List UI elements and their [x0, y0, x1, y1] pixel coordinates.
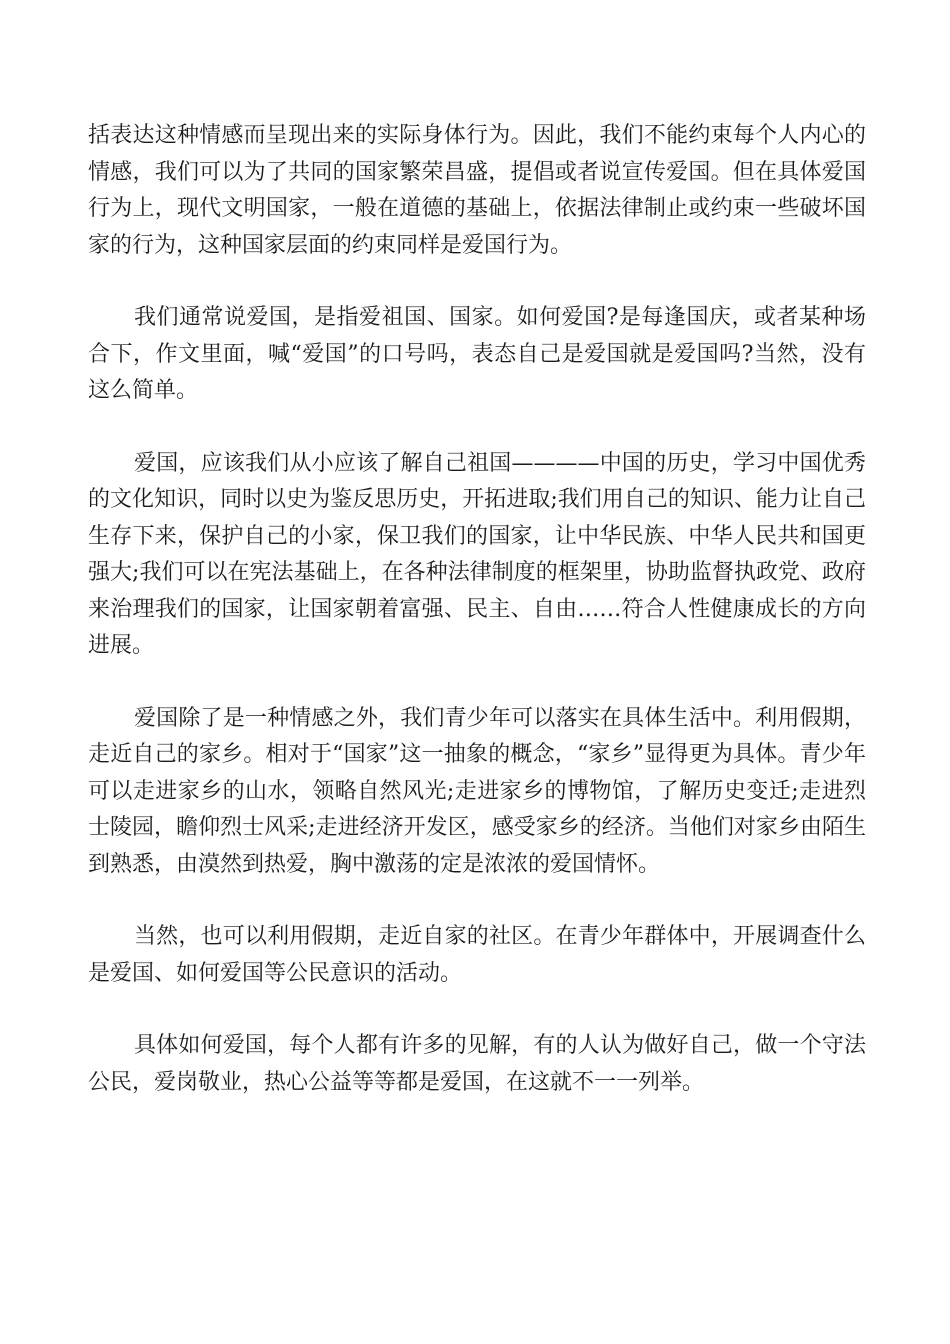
paragraph-4: 爱国除了是一种情感之外，我们青少年可以落实在具体生活中。利用假期，走近自己的家乡。相对于“国家”这一抽象的概念，“家乡”显得更为具体。青少年可以走进家乡的山水，领略自然风光;走进家乡的博物馆，了解历史变迁;走进烈士陵园，瞻仰烈士风采;走进经济开发区，感受家乡的经济。当他们对家乡由陌生到熟悉，由漠然到热爱，胸中激荡的定是浓浓的爱国情怀。: [88, 705, 866, 877]
paragraph-3: 爱国，应该我们从小应该了解自己祖国————中国的历史，学习中国优秀的文化知识，同时以史为鉴反思历史，开拓进取;我们用自己的知识、能力让自己生存下来，保护自己的小家，保卫我们的国家，让中华民族、中华人民共和国更强大;我们可以在宪法基础上，在各种法律制度的框架里，协助监督执政党、政府来治理我们的国家，让国家朝着富强、民主、自由……符合人性健康成长的方向进展。: [88, 450, 866, 658]
paragraph-5: 当然，也可以利用假期，走近自家的社区。在青少年群体中，开展调查什么是爱国、如何爱国等公民意识的活动。: [88, 924, 866, 986]
paragraph-6: 具体如何爱国，每个人都有许多的见解，有的人认为做好自己，做一个守法公民，爱岗敬业，热心公益等等都是爱国，在这就不一一列举。: [88, 1033, 866, 1095]
paragraph-1: 括表达这种情感而呈现出来的实际身体行为。因此，我们不能约束每个人内心的情感，我们可以为了共同的国家繁荣昌盛，提倡或者说宣传爱国。但在具体爱国行为上，现代文明国家，一般在道德的基础上，依据法律制止或约束一些破坏国家的行为，这种国家层面的约束同样是爱国行为。: [88, 123, 866, 258]
paragraph-2: 我们通常说爱国，是指爱祖国、国家。如何爱国?是每逢国庆，或者某种场合下，作文里面，喊“爱国”的口号吗，表态自己是爱国就是爱国吗?当然，没有这么简单。: [88, 305, 866, 403]
document-page: [88, 118, 866, 1137]
